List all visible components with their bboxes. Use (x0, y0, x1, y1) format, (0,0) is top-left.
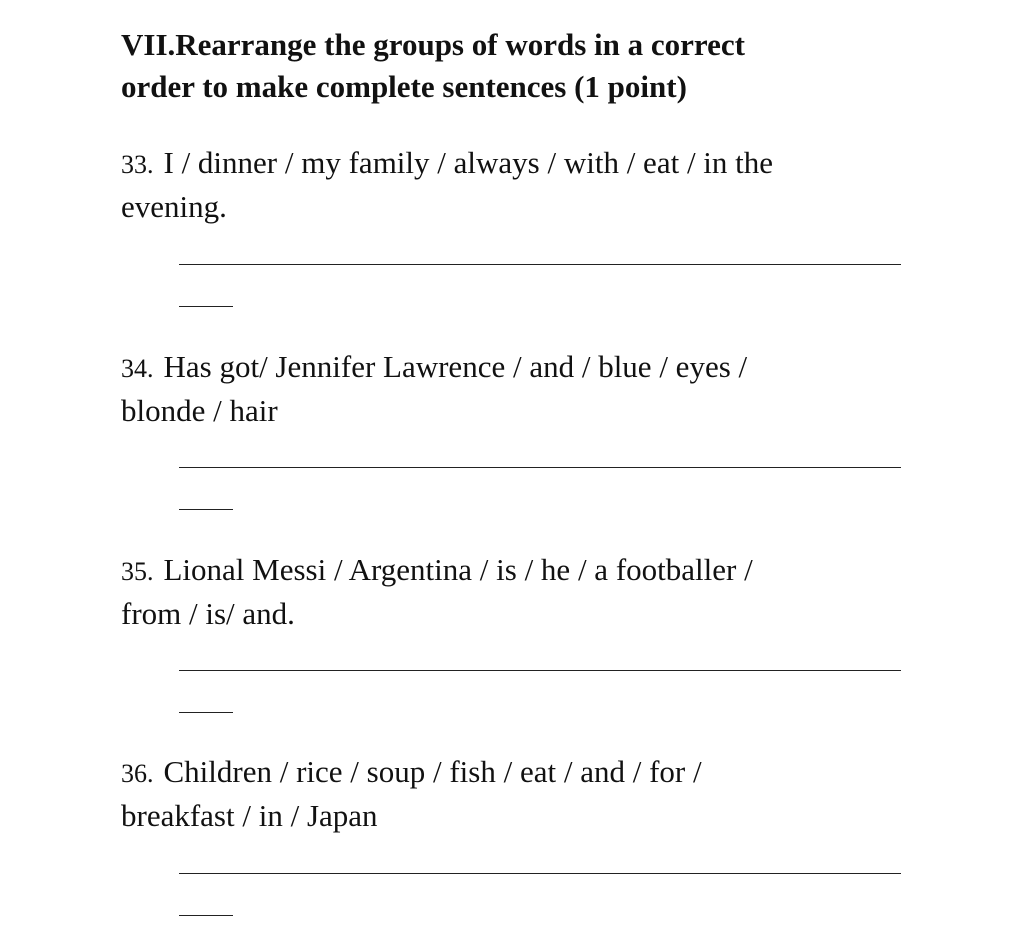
question-34-words-line-2: blonde / hair (121, 393, 278, 428)
question-34-line-1 (121, 346, 921, 390)
question-36-answer-line[interactable] (179, 873, 901, 874)
section-heading-line-1: VII.Rearrange the groups of words in a correct (121, 27, 745, 62)
question-33-number: 33. (121, 150, 154, 179)
question-33-answer-line[interactable] (179, 264, 901, 265)
question-35-answer-line-continuation[interactable] (179, 712, 233, 713)
question-33-words-line-1: I / dinner / my family / always / with / eat / in the (163, 145, 774, 180)
question-35 (121, 549, 921, 635)
question-35-words-line-2: from / is/ and. (121, 596, 295, 631)
question-35-prompt (121, 549, 921, 635)
question-34 (121, 346, 921, 432)
question-34-answer-line[interactable] (179, 467, 901, 468)
question-36-words-line-1: Children / rice / soup / fish / eat / and / for / (163, 754, 702, 789)
section-heading (121, 24, 901, 108)
question-36-answer-line-continuation[interactable] (179, 915, 233, 916)
question-33-answer-line-continuation[interactable] (179, 306, 233, 307)
question-36 (121, 751, 921, 837)
question-34-words-line-1: Has got/ Jennifer Lawrence / and / blue / eyes / (163, 349, 748, 384)
question-35-line-1 (121, 549, 921, 593)
question-33-words-line-2: evening. (121, 189, 227, 224)
question-35-words-line-1: Lional Messi / Argentina / is / he / a footballer / (163, 552, 753, 587)
question-34-prompt (121, 346, 921, 432)
question-36-words-line-2: breakfast / in / Japan (121, 798, 378, 833)
question-33 (121, 142, 921, 228)
question-35-answer-line[interactable] (179, 670, 901, 671)
question-35-number: 35. (121, 557, 154, 586)
question-33-line-1 (121, 142, 921, 186)
section-heading-line-2: order to make complete sentences (1 point) (121, 69, 687, 104)
question-34-number: 34. (121, 354, 154, 383)
question-36-prompt (121, 751, 921, 837)
question-36-line-1 (121, 751, 921, 795)
question-36-number: 36. (121, 759, 154, 788)
question-34-answer-line-continuation[interactable] (179, 509, 233, 510)
question-33-prompt (121, 142, 921, 228)
